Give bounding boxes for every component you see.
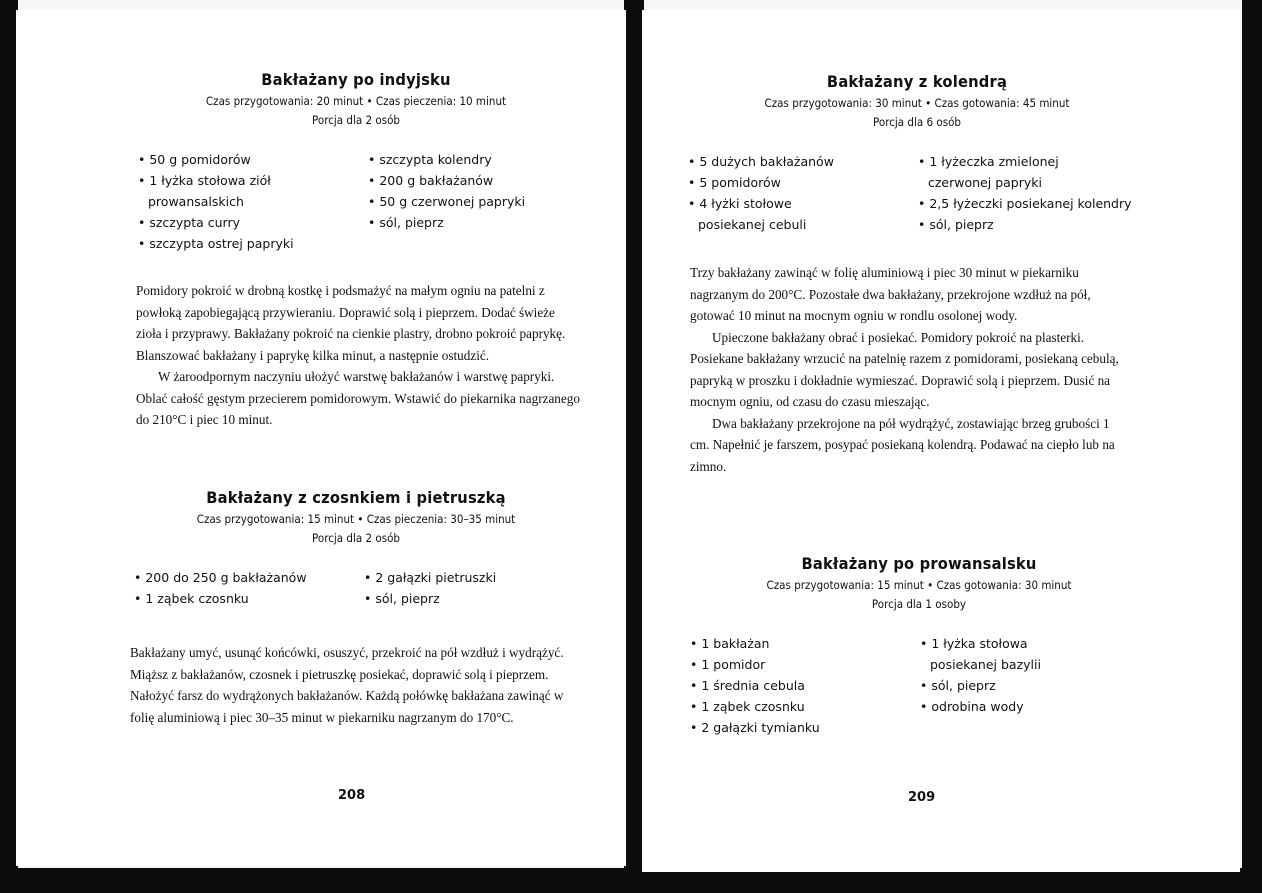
scan-edge-right	[1242, 0, 1262, 893]
recipe-servings: Porcja dla 6 osób	[872, 115, 962, 129]
recipe-title: Bakłażany po prowansalsku	[801, 554, 1037, 573]
instruction-paragraph: Upieczone bakłażany obrać i posiekać. Pomidory pokroić na plasterki. Posiekane bakłażany wrzucić na patelnię razem z pomidorami, posiekaną cebulą, papryką w proszku i dokładnie wymieszać. Doprawić solą i pieprzem. Dusić na mocnym ogniu, od czasu do czasu mieszając.	[690, 329, 1119, 409]
recipe-title: Bakłażany z czosnkiem i pietruszką	[206, 488, 506, 507]
recipe-title: Bakłażany po indyjsku	[261, 70, 451, 89]
recipe-instructions	[130, 642, 580, 728]
ingredient-item: • sól, pieprz	[368, 212, 588, 233]
book-gutter	[624, 0, 644, 893]
recipe-kolendra	[682, 72, 1152, 243]
ingredient-item: • 1 łyżka stołowa ziół prowansalskich	[138, 170, 278, 212]
ingredient-item: • 1 pomidor	[690, 654, 870, 675]
ingredient-item: • 2 gałązki pietruszki	[364, 567, 584, 588]
right-page	[642, 10, 1240, 872]
ingredient-item: • sól, pieprz	[918, 214, 1153, 235]
recipe-meta: Czas przygotowania: 20 minut • Czas pieczenia: 10 minut	[205, 94, 507, 108]
ingredient-item: • sól, pieprz	[920, 675, 1120, 696]
ingredient-item: • 1 łyżka stołowa posiekanej bazylii	[920, 633, 1050, 675]
ingredient-item: • 2,5 łyżeczki posiekanej kolendry	[918, 193, 1153, 214]
ingredient-item: • szczypta ostrej papryki	[138, 233, 338, 254]
ingredient-item: • 4 łyżki stołowe posiekanej cebuli	[688, 193, 818, 235]
instruction-paragraph: Bakłażany umyć, usunąć końcówki, osuszyć, przekroić na pół wzdłuż i wydrążyć. Miąższ z bakłażanów, czosnek i pietruszkę posiekać, doprawić solą i pieprzem. Nałożyć farsz do wydrążonych bakłażanów. Każdą połówkę bakłażana zawinąć w folię aluminiową i piec 30–35 minut w piekarniku nagrzanym do 170°C.	[130, 645, 564, 725]
ingredients	[126, 567, 586, 615]
page-number: 208	[338, 788, 366, 803]
ingredient-item: • odrobina wody	[920, 696, 1120, 717]
recipe-czosnkiem	[126, 488, 586, 615]
ingredients	[126, 149, 586, 261]
recipe-meta: Czas przygotowania: 30 minut • Czas gotowania: 45 minut	[764, 96, 1070, 110]
ingredient-item: • 1 bakłażan	[690, 633, 870, 654]
ingredient-item: • sól, pieprz	[364, 588, 584, 609]
instruction-paragraph: Dwa bakłażany przekrojone na pół wydrążyć, zostawiając brzeg grubości 1 cm. Napełnić je farszem, posypać posiekaną kolendrą. Podawać na ciepło lub na zimno.	[690, 415, 1115, 474]
recipe-prowansalsku	[684, 554, 1154, 743]
ingredient-item: • 1 łyżeczka zmielonej czerwonej papryki	[918, 151, 1078, 193]
ingredients-column-2	[368, 149, 588, 233]
ingredients	[682, 151, 1152, 243]
ingredient-item: • 50 g pomidorów	[138, 149, 338, 170]
ingredient-item: • 1 średnia cebula	[690, 675, 870, 696]
ingredient-item: • 5 pomidorów	[688, 172, 848, 193]
recipe-indyjsku	[126, 70, 586, 261]
ingredient-item: • 200 do 250 g bakłażanów	[134, 567, 354, 588]
ingredients-column-2	[364, 567, 584, 609]
ingredients	[684, 633, 1154, 743]
recipe-title: Bakłażany z kolendrą	[826, 72, 1008, 91]
recipe-meta: Czas przygotowania: 15 minut • Czas pieczenia: 30–35 minut	[196, 512, 516, 526]
ingredients-column-2	[920, 633, 1120, 717]
ingredient-item: • 50 g czerwonej papryki	[368, 191, 588, 212]
recipe-meta: Czas przygotowania: 15 minut • Czas gotowania: 30 minut	[766, 578, 1072, 592]
ingredient-item: • szczypta kolendry	[368, 149, 588, 170]
ingredients-column-1	[688, 151, 848, 235]
ingredients-column-1	[690, 633, 870, 738]
recipe-instructions	[690, 262, 1120, 477]
left-page	[16, 10, 626, 866]
ingredient-item: • 2 gałązki tymianku	[690, 717, 870, 738]
instruction-paragraph: W żaroodpornym naczyniu ułożyć warstwę bakłażanów i warstwę papryki. Oblać całość gęstym przecierem pomidorowym. Wstawić do piekarnika nagrzanego do 210°C i piec 10 minut.	[136, 369, 580, 427]
ingredients-column-1	[134, 567, 354, 609]
recipe-servings: Porcja dla 2 osób	[311, 531, 401, 545]
ingredient-item: • 200 g bakłażanów	[368, 170, 588, 191]
ingredient-item: • szczypta curry	[138, 212, 338, 233]
ingredient-item: • 1 ząbek czosnku	[134, 588, 354, 609]
ingredient-item: • 1 ząbek czosnku	[690, 696, 870, 717]
instruction-paragraph: Trzy bakłażany zawinąć w folię aluminiową i piec 30 minut w piekarniku nagrzanym do 200°C. Pozostałe dwa bakłażany, przekrojone wzdłuż na pół, gotować 10 minut na mocnym ogniu w rondlu osolonej wody.	[690, 265, 1091, 323]
page-number: 209	[908, 790, 936, 805]
ingredient-item: • 5 dużych bakłażanów	[688, 151, 848, 172]
recipe-servings: Porcja dla 1 osoby	[871, 597, 967, 611]
ingredients-column-2	[918, 151, 1153, 235]
ingredients-column-1	[138, 149, 338, 254]
recipe-instructions	[136, 280, 581, 431]
instruction-paragraph: Pomidory pokroić w drobną kostkę i podsmażyć na małym ogniu na patelni z powłoką zapobiegającą przywieraniu. Doprawić solą i pieprzem. Dodać świeże zioła i przyprawy. Bakłażany pokroić na cienkie plastry, drobno pokroić paprykę. Blanszować bakłażany i paprykę kilka minut, a następnie ostudzić.	[136, 283, 566, 363]
recipe-servings: Porcja dla 2 osób	[311, 113, 401, 127]
